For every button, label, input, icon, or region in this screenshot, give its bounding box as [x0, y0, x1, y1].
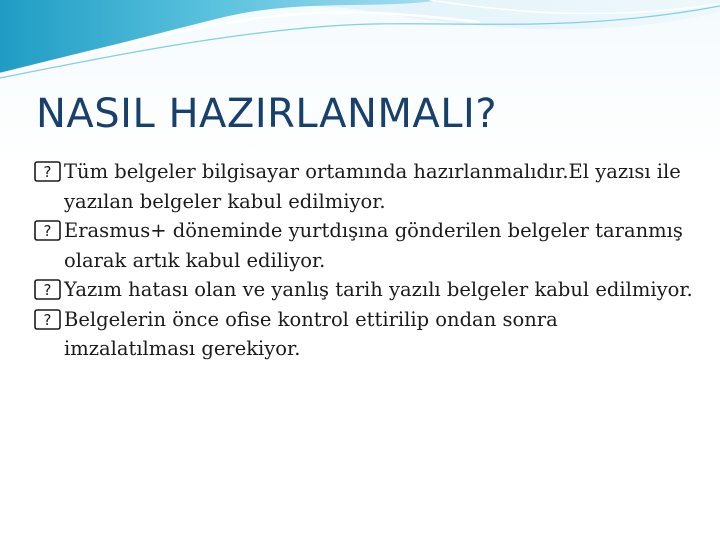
svg-text:?: ? — [43, 163, 52, 181]
bullet-item — [34, 157, 694, 216]
bullet-item — [34, 305, 694, 364]
slide-title: NASIL HAZIRLANMALI? — [36, 91, 498, 137]
bullet-text: Erasmus+ döneminde yurtdışına gönderilen belgeler taranmış olarak artık kabul ediliyor. — [64, 219, 683, 272]
bullet-text: Belgelerin önce ofise kontrol ettirilip ondan sonra imzalatılması gerekiyor. — [64, 307, 558, 360]
header-wave-decoration — [0, 0, 720, 90]
bullet-list — [34, 157, 694, 364]
bullet-item — [34, 216, 694, 275]
bullet-text: Tüm belgeler bilgisayar ortamında hazırlanmalıdır.El yazısı ile yazılan belgeler kabul edilmiyor. — [64, 160, 681, 213]
svg-text:?: ? — [43, 281, 52, 299]
svg-text:?: ? — [43, 310, 52, 329]
svg-text:?: ? — [43, 222, 52, 240]
missing-glyph-icon — [34, 220, 61, 241]
missing-glyph-icon — [34, 161, 61, 182]
bullet-item — [34, 275, 694, 305]
missing-glyph-icon — [34, 279, 61, 300]
missing-glyph-icon — [34, 309, 61, 330]
bullet-text: Yazım hatası olan ve yanlış tarih yazılı belgeler kabul edilmiyor. — [64, 278, 693, 301]
